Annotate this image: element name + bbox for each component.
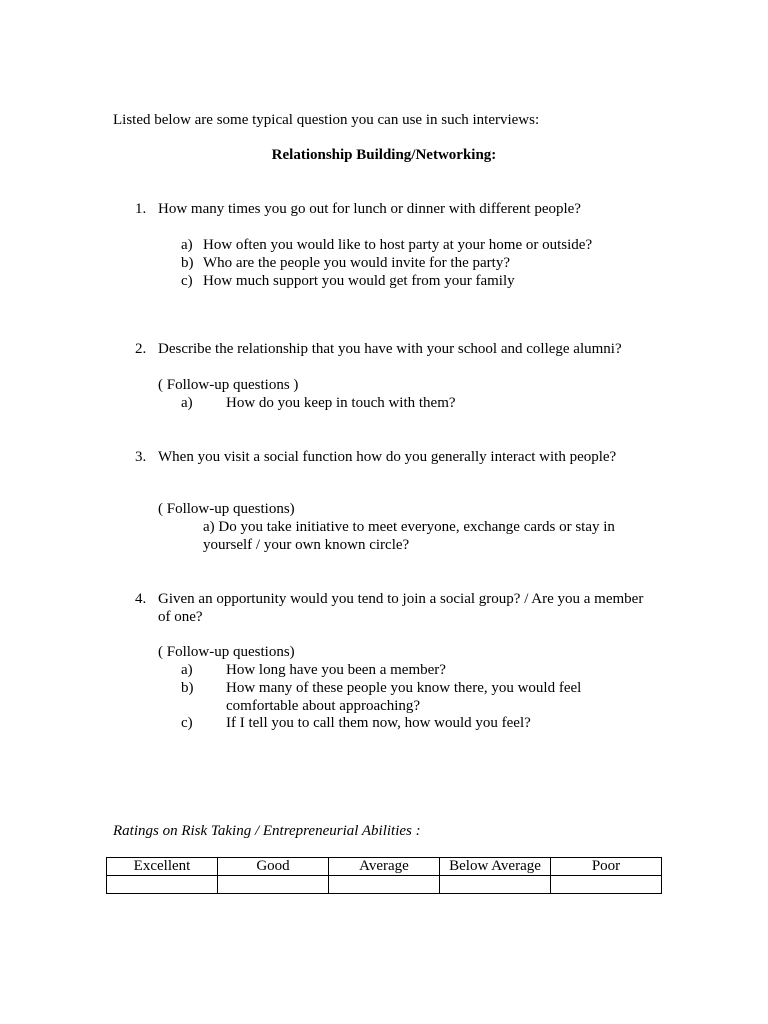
question-text: How many times you go out for lunch or dinner with different people? bbox=[158, 201, 581, 217]
sub-question-continued: comfortable about approaching? bbox=[226, 698, 421, 714]
ratings-input-row bbox=[107, 876, 662, 894]
followup-label: ( Follow-up questions ) bbox=[158, 377, 299, 393]
sub-question: Who are the people you would invite for the party? bbox=[203, 255, 510, 271]
rating-cell[interactable] bbox=[329, 876, 440, 894]
sub-label: a) bbox=[181, 237, 193, 253]
sub-question: How much support you would get from your family bbox=[203, 273, 515, 289]
sub-question: How long have you been a member? bbox=[226, 662, 446, 678]
sub-question: How do you keep in touch with them? bbox=[226, 395, 456, 411]
ratings-title: Ratings on Risk Taking / Entrepreneurial Abilities : bbox=[113, 823, 421, 839]
question-text-continued: of one? bbox=[158, 609, 203, 625]
question-number: 2. bbox=[135, 341, 147, 357]
rating-header-cell: Excellent bbox=[107, 858, 218, 876]
followup-label: ( Follow-up questions) bbox=[158, 501, 295, 517]
sub-question: How many of these people you know there, you would feel bbox=[226, 680, 582, 696]
question-number: 4. bbox=[135, 591, 147, 607]
sub-question: How often you would like to host party at your home or outside? bbox=[203, 237, 593, 253]
sub-label: a) bbox=[181, 662, 193, 678]
rating-header-cell: Average bbox=[329, 858, 440, 876]
rating-header-cell: Good bbox=[218, 858, 329, 876]
rating-cell[interactable] bbox=[218, 876, 329, 894]
ratings-header-row bbox=[107, 858, 662, 876]
sub-label: a) bbox=[181, 395, 193, 411]
sub-label: b) bbox=[181, 255, 194, 271]
rating-header-cell: Poor bbox=[551, 858, 662, 876]
question-number: 3. bbox=[135, 449, 147, 465]
followup-label: ( Follow-up questions) bbox=[158, 644, 295, 660]
sub-question: If I tell you to call them now, how would you feel? bbox=[226, 715, 531, 731]
question-text: When you visit a social function how do you generally interact with people? bbox=[158, 449, 617, 465]
sub-label: c) bbox=[181, 273, 193, 289]
sub-question-continued: yourself / your own known circle? bbox=[203, 537, 410, 553]
intro-text: Listed below are some typical question you can use in such interviews: bbox=[113, 112, 540, 128]
rating-cell[interactable] bbox=[551, 876, 662, 894]
question-number: 1. bbox=[135, 201, 147, 217]
question-text: Describe the relationship that you have with your school and college alumni? bbox=[158, 341, 622, 357]
rating-cell[interactable] bbox=[440, 876, 551, 894]
ratings-table bbox=[106, 857, 662, 894]
rating-header-cell: Below Average bbox=[440, 858, 551, 876]
rating-cell[interactable] bbox=[107, 876, 218, 894]
sub-question: a) Do you take initiative to meet everyone, exchange cards or stay in bbox=[203, 519, 615, 535]
sub-label: c) bbox=[181, 715, 193, 731]
question-text: Given an opportunity would you tend to join a social group? / Are you a member bbox=[158, 591, 644, 607]
sub-label: b) bbox=[181, 680, 194, 696]
section-title: Relationship Building/Networking: bbox=[271, 147, 497, 163]
